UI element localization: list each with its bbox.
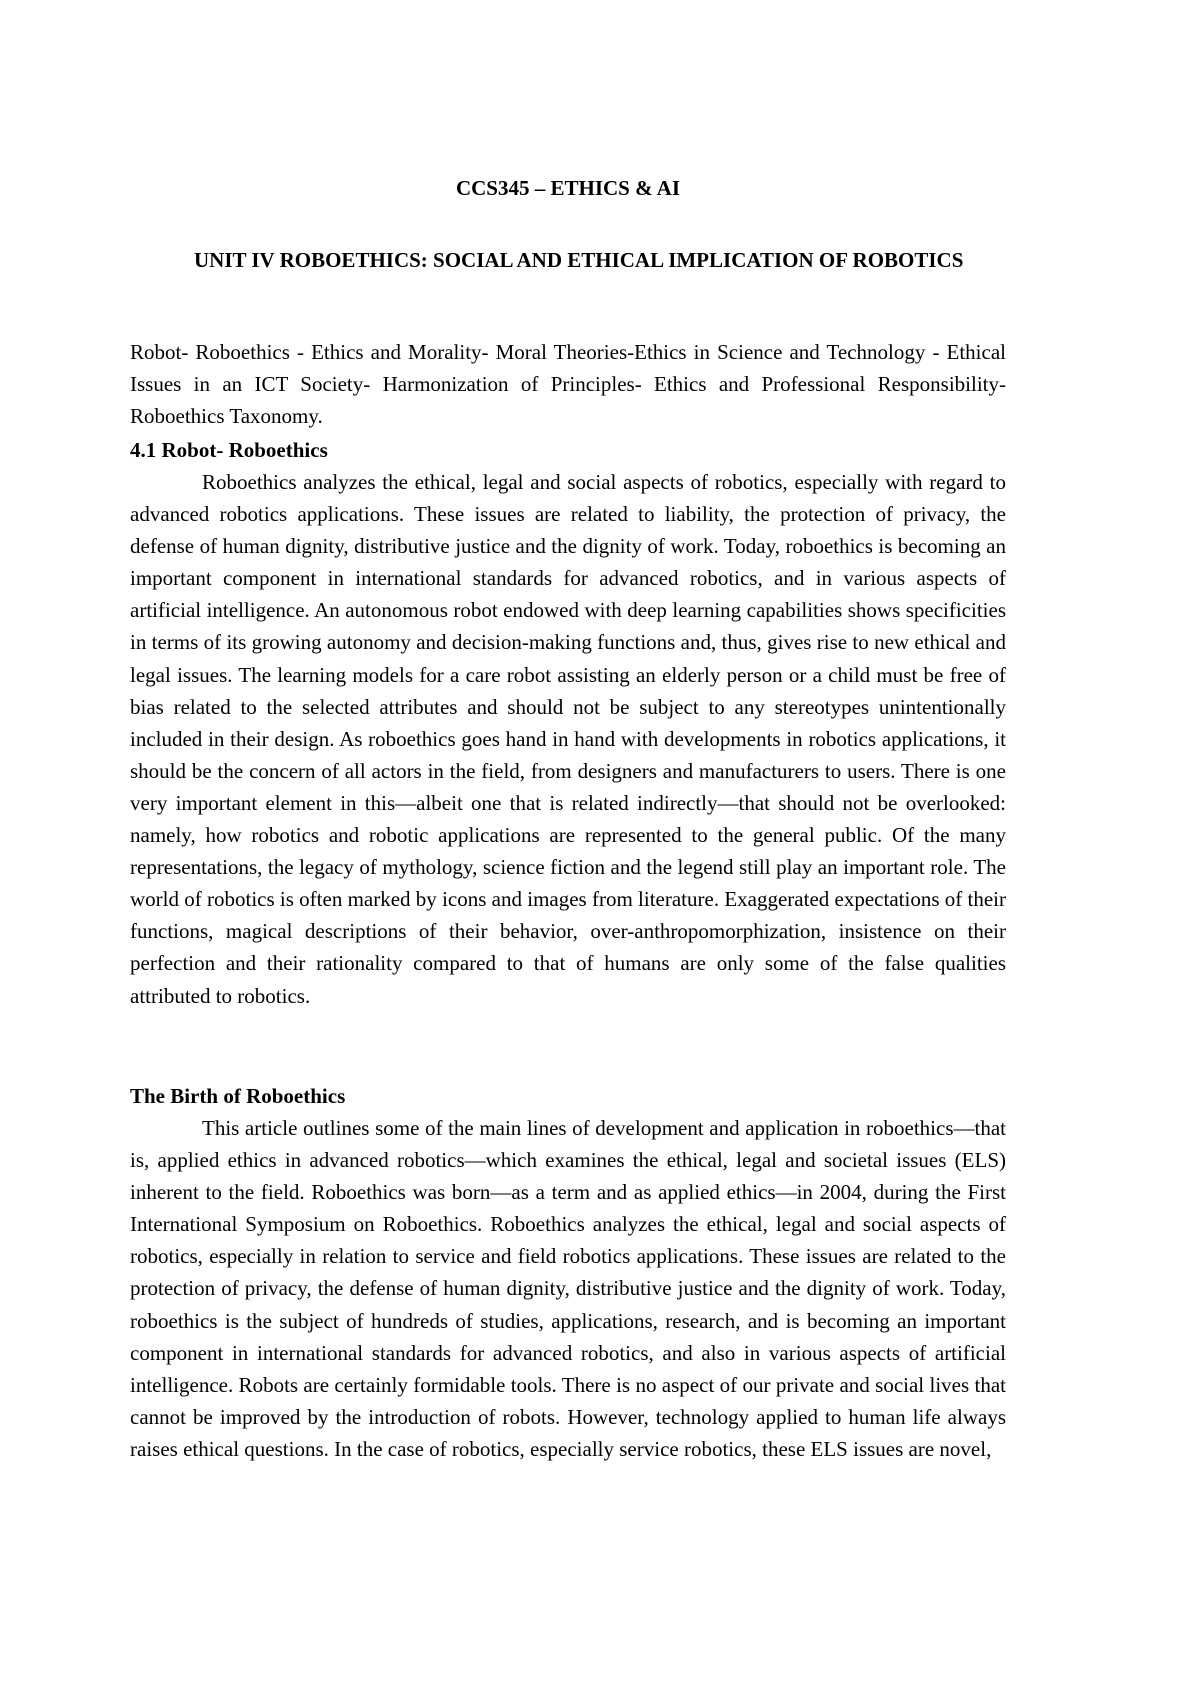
section-paragraph-robot-roboethics: Roboethics analyzes the ethical, legal and social aspects of robotics, especially with regard to advanced robotics applications. These issues are related to liability, the protection of privacy, the defense of human dignity, distributive justice and the dignity of work. Today, roboethics is becoming an important component in international standards for advanced robotics, and in various aspects of artificial intelligence. An autonomous robot endowed with deep learning capabilities shows specificities in terms of its growing autonomy and decision-making functions and, thus, gives rise to new ethical and legal issues. The learning models for a care robot assisting an elderly person or a child must be free of bias related to the selected attributes and should not be subject to any stereotypes unintentionally included in their design. As roboethics goes hand in hand with developments in robotics applications, it should be the concern of all actors in the field, from designers and manufacturers to users. There is one very important element in this—albeit one that is related indirectly—that should not be overlooked: namely, how robotics and robotic applications are represented to the general public. Of the many representations, the legacy of mythology, science fiction and the legend still play an important role. The world of robotics is often marked by icons and images from literature. Exaggerated expectations of their functions, magical descriptions of their behavior, over-anthropomorphization, insistence on their perfection and their rationality compared to that of humans are only some of the false qualities attributed to robotics. — [130, 470, 1006, 1008]
section-paragraph-birth-of-roboethics: This article outlines some of the main lines of development and application in roboethics—that is, applied ethics in advanced robotics—which examines the ethical, legal and societal issues (ELS) inherent to the field. Roboethics was born—as a term and as applied ethics—in 2004, during the First International Symposium on Roboethics. Roboethics analyzes the ethical, legal and social aspects of robotics, especially in relation to service and field robotics applications. These issues are related to the protection of privacy, the defense of human dignity, distributive justice and the dignity of work. Today, roboethics is the subject of hundreds of studies, applications, research, and is becoming an important component in international standards for advanced robotics, and also in various aspects of artificial intelligence. Robots are certainly formidable tools. There is no aspect of our private and social lives that cannot be improved by the introduction of robots. However, technology applied to human life always raises ethical questions. In the case of robotics, especially service robotics, these ELS issues are novel, — [130, 1116, 1006, 1461]
unit-title: UNIT IV ROBOETHICS: SOCIAL AND ETHICAL IMPLICATION OF ROBOTICS — [194, 248, 964, 272]
section-heading-birth-of-roboethics: The Birth of Roboethics — [130, 1084, 346, 1108]
unit-topics: Robot- Roboethics - Ethics and Morality- Moral Theories-Ethics in Science and Technology - Ethical Issues in an ICT Society- Harmonization of Principles- Ethics and Professional Responsibility- Roboethics Taxonomy. — [130, 340, 1006, 428]
course-title: CCS345 – ETHICS & AI — [455, 176, 681, 200]
section-heading-robot-roboethics: 4.1 Robot- Roboethics — [130, 438, 328, 462]
